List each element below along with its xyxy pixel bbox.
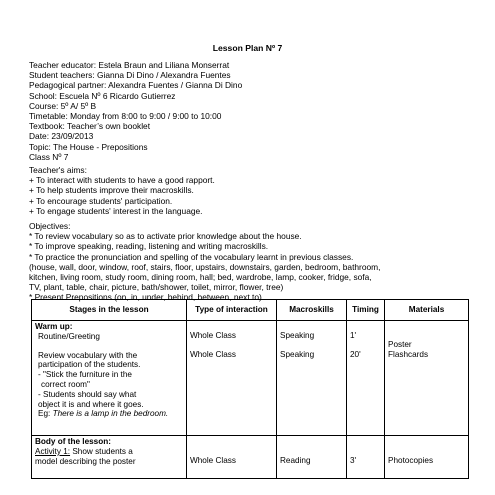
materials-text: Flashcards	[388, 349, 429, 359]
stage-text: correct room"	[41, 379, 90, 389]
column-header: Materials	[385, 300, 469, 321]
stage-text: - "Stick the furniture in the	[38, 370, 132, 380]
header-line: Timetable: Monday from 8:00 to 9:00 / 9:00 to 10:00	[29, 111, 222, 122]
timing-text: 1'	[350, 331, 357, 340]
activity-text: model describing the poster	[35, 456, 136, 466]
timing-text: 3'	[350, 456, 357, 465]
warmup-title: Warm up:	[35, 322, 73, 331]
header-line: Class Nº 7	[29, 151, 69, 162]
objective-item: * To practice the pronunciation and spelling of the vocabulary learnt in previous classes.	[29, 251, 354, 262]
header-line: Student teachers: Gianna Di Dino / Alexandra Fuentes	[29, 70, 231, 81]
column-header: Type of interaction	[187, 300, 277, 321]
activity-text: Show students a	[70, 446, 133, 456]
header-line: School: Escuela Nº 6 Ricardo Gutierrez	[29, 90, 176, 101]
objectives-heading: Objectives:	[29, 221, 71, 231]
teacher-aims	[29, 165, 469, 216]
interaction-text: Whole Class	[190, 331, 236, 340]
objectives	[29, 221, 469, 303]
header-info	[29, 60, 469, 162]
column-header: Macroskills	[277, 300, 347, 321]
skills-cell	[277, 436, 347, 479]
header-line: Pedagogical partner: Alexandra Fuentes / Gianna Di Dino	[29, 80, 243, 91]
timing-cell	[347, 436, 385, 479]
interaction-text: Whole Class	[190, 349, 236, 359]
table-row	[32, 436, 469, 479]
materials-text: Poster	[388, 340, 412, 349]
example-sentence: There is a lamp in the bedroom.	[52, 409, 169, 419]
stage-text: participation of the students.	[38, 360, 141, 370]
objective-item: TV, plant, table, chair, picture, bath/shower, toilet, mirror, flower, tree)	[29, 282, 284, 293]
timing-cell	[347, 321, 385, 436]
example-prefix: Eg:	[38, 409, 53, 419]
skills-text: Speaking	[280, 349, 315, 359]
aim-item: + To interact with students to have a good rapport.	[29, 175, 215, 186]
objective-item: * To improve speaking, reading, listening and writing macroskills.	[29, 241, 269, 252]
stage-cell	[32, 436, 187, 479]
table-header-row	[32, 300, 469, 321]
stage-text: - Students should say what	[38, 389, 137, 399]
aim-item: + To help students improve their macroskills.	[29, 185, 194, 196]
page-title: Lesson Plan Nº 7	[212, 43, 283, 53]
header-line: Textbook: Teacher’s own booklet	[29, 121, 151, 132]
objective-item: * Present Prepositions (on, in, under, behind, between, next to)	[29, 292, 262, 303]
objective-item: * To review vocabulary so as to activate prior knowledge about the house.	[29, 231, 302, 242]
materials-cell	[385, 321, 469, 436]
aim-item: + To engage students' interest in the language.	[29, 205, 203, 216]
example-text	[35, 409, 183, 419]
stage-cell	[32, 321, 187, 436]
timing-text: 20'	[350, 349, 361, 359]
materials-cell	[385, 436, 469, 479]
interaction-cell	[187, 436, 277, 479]
materials-text: Photocopies	[388, 456, 434, 465]
skills-text: Reading	[280, 456, 311, 465]
aims-heading: Teacher's aims:	[29, 165, 87, 175]
skills-cell	[277, 321, 347, 436]
stage-text: Review vocabulary with the	[38, 350, 138, 360]
skills-text: Speaking	[280, 331, 315, 340]
lesson-stages-table	[31, 299, 469, 479]
column-header: Timing	[347, 300, 385, 321]
header-line: Course: 5º A/ 5º B	[29, 100, 97, 111]
aim-item: + To encourage students' participation.	[29, 195, 173, 206]
column-header: Stages in the lesson	[32, 300, 187, 321]
body-title: Body of the lesson:	[35, 437, 111, 446]
objective-item: (house, wall, door, window, roof, stairs, floor, upstairs, downstairs, garden, bedroom, bathroom,	[29, 261, 381, 272]
stage-text: Routine/Greeting	[38, 331, 100, 341]
interaction-text: Whole Class	[190, 456, 236, 465]
stage-text: object it is and where it goes.	[38, 399, 144, 409]
activity-label: Activity 1:	[35, 446, 71, 456]
header-line: Teacher educator: Estela Braun and Liliana Monserrat	[29, 60, 230, 70]
table-row	[32, 321, 469, 436]
objective-item: kitchen, living room, study room, dining room, hall; bed, wardrobe, lamp, cooker, fridge, sofa,	[29, 272, 372, 283]
header-line: Date: 23/09/2013	[29, 131, 94, 142]
header-line: Topic: The House - Prepositions	[29, 141, 148, 152]
interaction-cell	[187, 321, 277, 436]
